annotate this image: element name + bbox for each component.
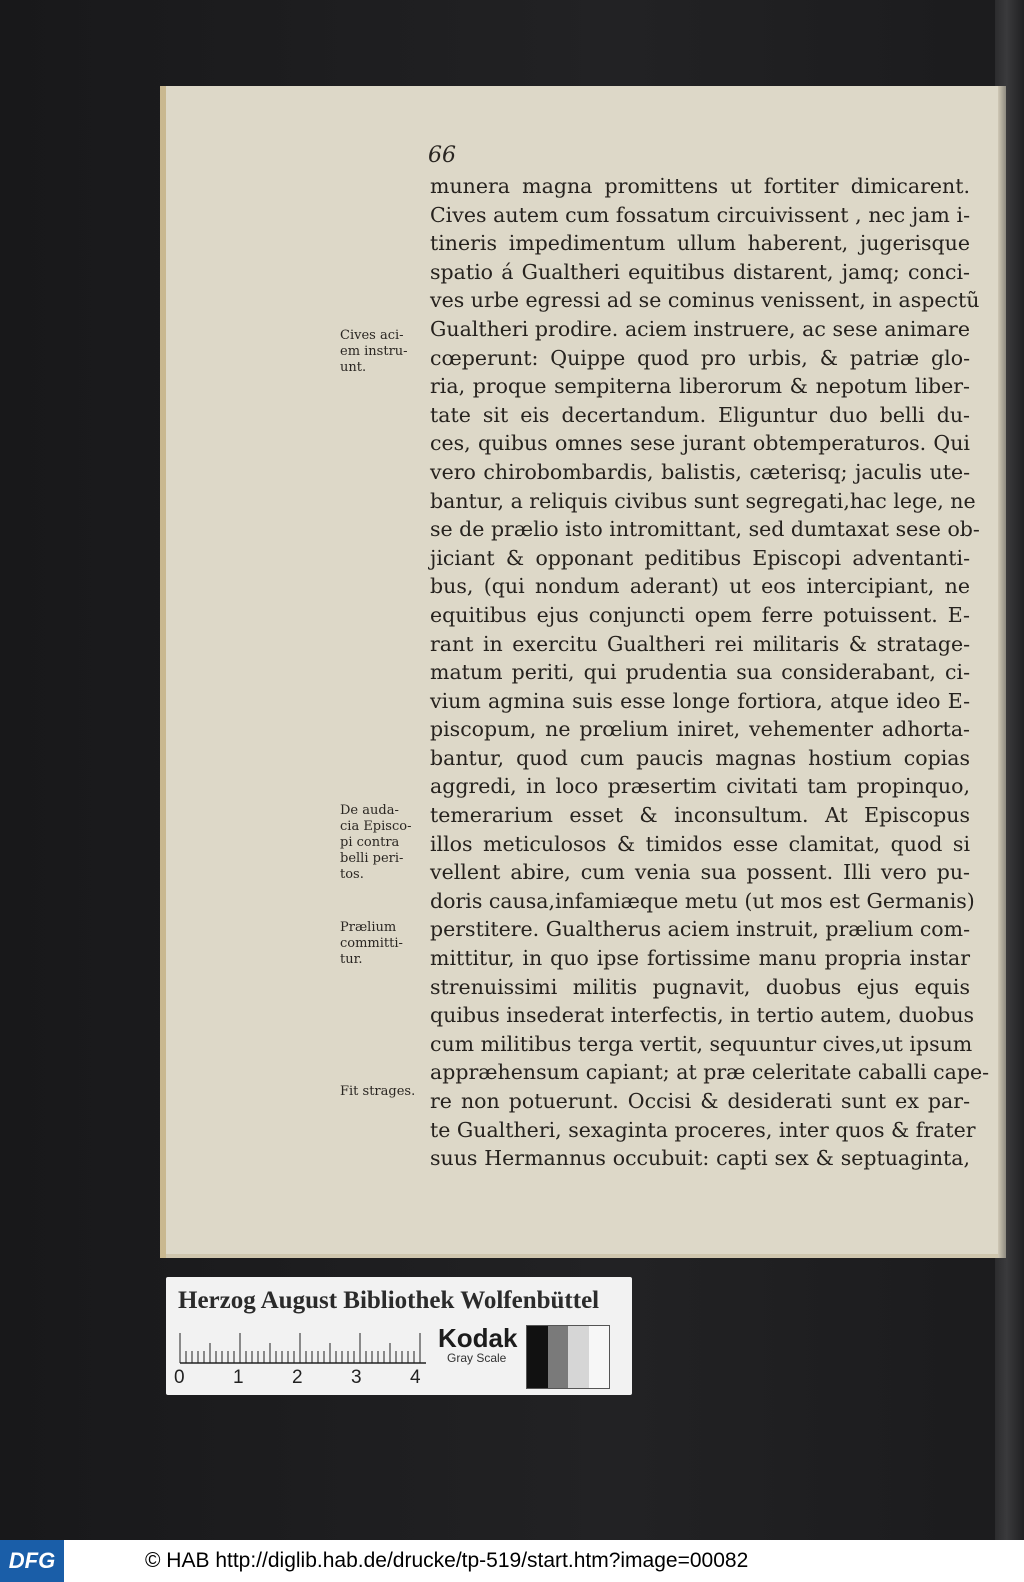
text-line: aggredi, in loco præsertim civitati tam propinquo, (430, 774, 970, 799)
marginal-line: Fit strages. (340, 1084, 416, 1099)
text-line: ves urbe egressi ad se cominus venissent, in aspectũ (430, 288, 980, 313)
text-line: doris causa,infamiæque metu (ut mos est Germanis) (430, 888, 975, 913)
text-line: quibus insederat interfectis, in tertio autem, duobus (430, 1003, 975, 1028)
text-line: vium agmina suis esse longe fortiora, atque ideo E- (430, 688, 970, 713)
ruler-number: 2 (292, 1367, 303, 1388)
marginal-line: De audа- (340, 803, 399, 818)
text-line: re non potuerunt. Occisi & desiderati sunt ex par- (430, 1089, 970, 1113)
marginal-line: tos. (340, 867, 364, 882)
ruler-number: 4 (410, 1367, 421, 1388)
footer-bar (0, 1540, 1024, 1582)
text-line: piscopum, ne prœlium iniret, vehementer adhorta- (430, 717, 970, 742)
text-line: bus, (qui nondum aderant) ut eos intercipiant, ne (430, 574, 970, 599)
marginal-line: pi contra (340, 835, 400, 850)
text-line: strenuissimi militis pugnavit, duobus ejus equis (430, 974, 970, 999)
text-line: rant in exercitu Gualtheri rei militaris & stratage- (430, 631, 970, 656)
ruler-scale (178, 1329, 428, 1365)
text-line: mittitur, in quo ipse fortissime manu propria instar (430, 946, 970, 971)
text-line: vellent abire, cum venia sua possent. Illi vero pu- (430, 860, 970, 885)
ruler-number: 0 (174, 1367, 185, 1388)
page-body-text (430, 172, 990, 1173)
gray-scale-label: Gray Scale (447, 1351, 507, 1365)
marginal-note-fit-strages (340, 1084, 426, 1100)
text-line: Cives autem cum fossatum circuivissent , nec jam i- (430, 202, 970, 227)
text-line: bantur, quod cum paucis magnas hostium copias (430, 745, 970, 770)
text-line: tineris impedimentum ullum haberent, jugerisque (430, 231, 970, 256)
page-number: 66 (428, 143, 456, 168)
marginal-line: em instru- (340, 344, 408, 359)
ruler-number: 1 (233, 1367, 244, 1388)
marginal-line: tur. (340, 952, 363, 967)
library-name: Herzog August Bibliothek Wolfenbüttel (178, 1287, 600, 1314)
ruler-numbers (174, 1367, 424, 1391)
text-line: te Gualtheri, sexaginta proceres, inter quos & frater (430, 1117, 976, 1142)
gray-patch (548, 1326, 569, 1388)
text-line: jiciant & opponant peditibus Episcopi adventanti- (430, 545, 970, 570)
text-line: perstitere. Gualtherus aciem instruit, prælium com- (430, 917, 971, 942)
text-line: matum periti, qui prudentia sua considerabant, ci- (430, 660, 970, 685)
marginal-line: Cives aci- (340, 328, 404, 343)
text-line: spatio á Gualtheri equitibus distarent, jamq; conci- (430, 259, 970, 284)
text-line: equitibus ejus conjuncti opem ferre potuissent. E- (430, 602, 970, 627)
gray-patch (568, 1326, 589, 1388)
text-line: Gualtheri prodire. aciem instruere, ac sese animare (430, 316, 970, 341)
marginal-line: Prælium (340, 920, 397, 935)
copyright-credit: © HAB http://diglib.hab.de/drucke/tp-519/start.htm?image=00082 (145, 1549, 749, 1572)
text-line: cum militibus terga vertit, sequuntur cives,ut ipsum (430, 1031, 973, 1056)
text-line: suus Hermannus occubuit: capti sex & septuaginta, (430, 1146, 970, 1171)
text-line: munera magna promittens ut fortiter dimicarent. (430, 174, 970, 198)
gray-patch (527, 1326, 548, 1388)
text-line: bantur, a reliquis civibus sunt segregati,hac lege, ne (430, 488, 976, 513)
marginal-note-cives (340, 328, 426, 376)
gray-patch (589, 1326, 610, 1388)
marginal-line: belli peri- (340, 851, 404, 866)
gray-scale-patches (526, 1325, 610, 1389)
library-label-card (166, 1277, 632, 1395)
kodak-logo: Kodak (438, 1323, 518, 1353)
text-line: vero chirobombardis, balistis, cæterisq; jaculis ute- (430, 459, 970, 484)
text-line: cœperunt: Quippe quod pro urbis, & patriæ glo- (430, 345, 970, 370)
text-line: illos meticulosos & timidos esse clamitat, quod si (430, 831, 970, 856)
text-line: temerarium esset & inconsultum. At Episcopus (430, 803, 970, 828)
page-edge (998, 86, 1006, 1258)
marginal-note-de-audacia (340, 803, 426, 883)
text-line: ria, proque sempiterna liberorum & nepotum liber- (430, 374, 970, 399)
marginal-line: committi- (340, 936, 403, 951)
text-line: appræhensum capiant; at præ celeritate caballi cape- (430, 1060, 990, 1085)
ruler-number: 3 (351, 1367, 362, 1388)
text-line: se de prælio isto intromittant, sed dumtaxat sese ob- (430, 517, 980, 542)
text-line: tate sit eis decertandum. Eliguntur duo belli du- (430, 402, 970, 427)
marginal-line: unt. (340, 360, 367, 375)
marginal-note-praelium (340, 920, 426, 968)
marginal-line: cia Episco- (340, 819, 412, 834)
dfg-logo: DFG (0, 1540, 64, 1582)
text-line: ces, quibus omnes sese jurant obtemperaturos. Qui (430, 431, 970, 456)
